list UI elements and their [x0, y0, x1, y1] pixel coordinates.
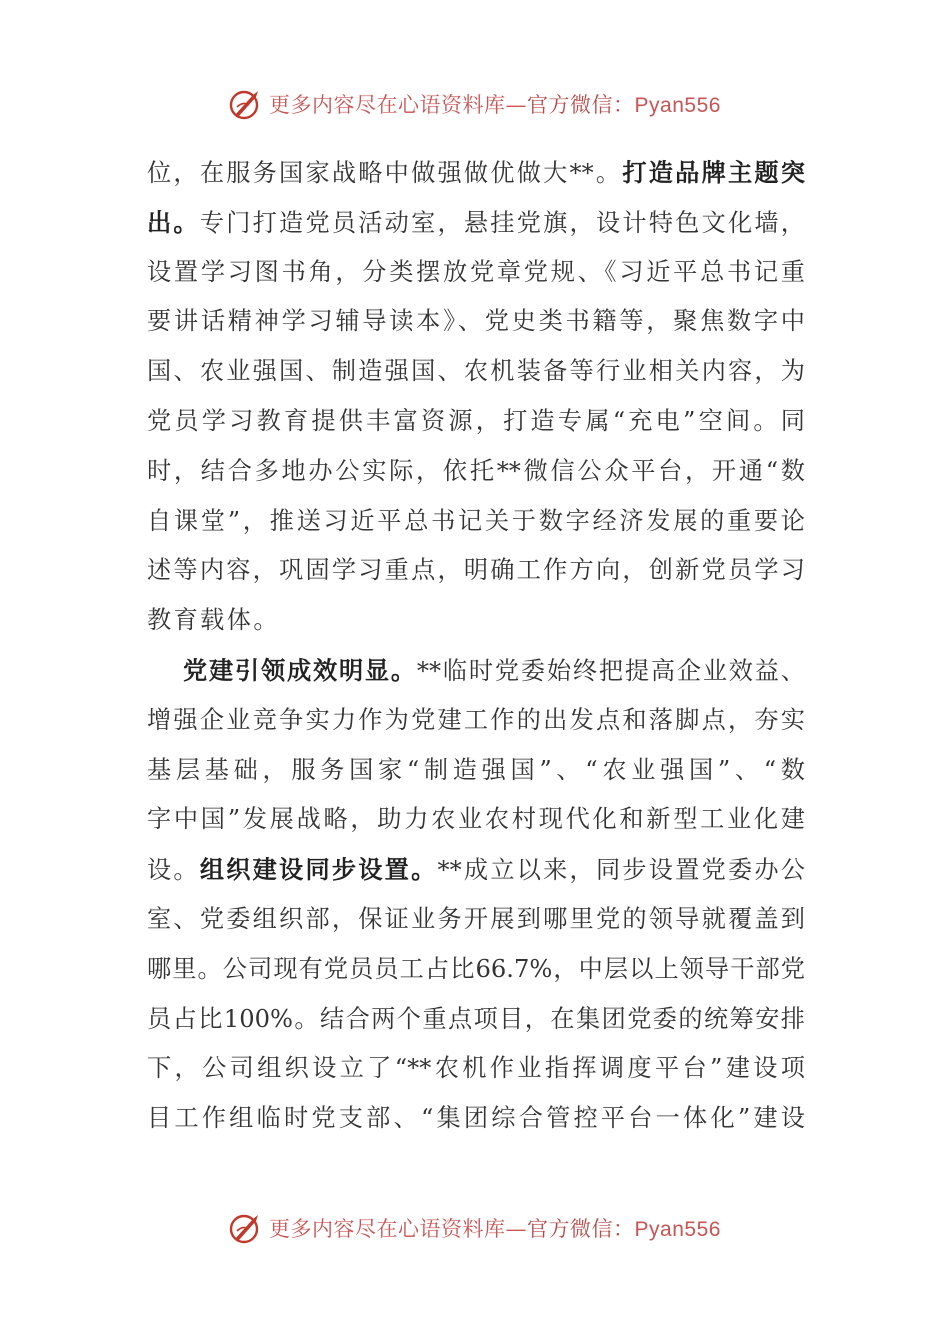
text-line: 国、农业强国、制造强国、农机装备等行业相关内容，为 — [147, 357, 805, 386]
text-line: 设。组织建设同步设置。**成立以来，同步设置党委办公 — [147, 855, 805, 885]
text-line: 室、党委组织部，保证业务开展到哪里党的领导就覆盖到 — [147, 904, 805, 933]
pen-logo-icon — [229, 87, 263, 121]
banner-text: 更多内容尽在心语资料库—官方微信：Pyan556 — [269, 93, 721, 117]
text-line: 党建引领成效明显。**临时党委始终把提高企业效益、 — [183, 655, 805, 685]
text-line: 员占比100%。结合两个重点项目，在集团党委的统筹安排 — [147, 1004, 805, 1033]
text-line: 党员学习教育提供丰富资源，打造专属“充电”空间。同 — [147, 406, 805, 435]
text-line: 目工作组临时党支部、“集团综合管控平台一体化”建设 — [147, 1104, 805, 1133]
text-line: 下，公司组织设立了“**农机作业指挥调度平台”建设项 — [147, 1054, 805, 1083]
banner-text: 更多内容尽在心语资料库—官方微信：Pyan556 — [269, 1217, 721, 1241]
text-line: 位，在服务国家战略中做强做优做大**。打造品牌主题突 — [147, 158, 805, 187]
text-line: 设置学习图书角，分类摆放党章党规、《习近平总书记重 — [147, 257, 805, 286]
footer-banner — [0, 1208, 950, 1248]
paragraph-2 — [147, 646, 805, 1144]
text-line: 自课堂”，推送习近平总书记关于数字经济发展的重要论 — [147, 506, 805, 535]
text-line: 基层基础，服务国家“制造强国”、“农业强国”、“数 — [147, 755, 805, 784]
pen-logo-icon — [229, 1211, 263, 1245]
text-line: 述等内容，巩固学习重点，明确工作方向，创新党员学习 — [147, 556, 805, 585]
document-body — [147, 148, 805, 1144]
text-line: 教育载体。 — [147, 606, 280, 635]
paragraph-1 — [147, 148, 805, 646]
text-line: 字中国”发展战略，助力农业农村现代化和新型工业化建 — [147, 805, 805, 834]
text-line: 增强企业竞争实力作为党建工作的出发点和落脚点，夯实 — [147, 705, 805, 734]
text-line: 时，结合多地办公实际，依托**微信公众平台，开通“数 — [147, 456, 805, 485]
text-line: 要讲话精神学习辅导读本》、党史类书籍等，聚焦数字中 — [147, 307, 805, 336]
text-line: 哪里。公司现有党员员工占比66.7%，中层以上领导干部党 — [147, 954, 805, 983]
header-banner — [0, 84, 950, 124]
text-line: 出。专门打造党员活动室，悬挂党旗，设计特色文化墙， — [147, 207, 805, 237]
